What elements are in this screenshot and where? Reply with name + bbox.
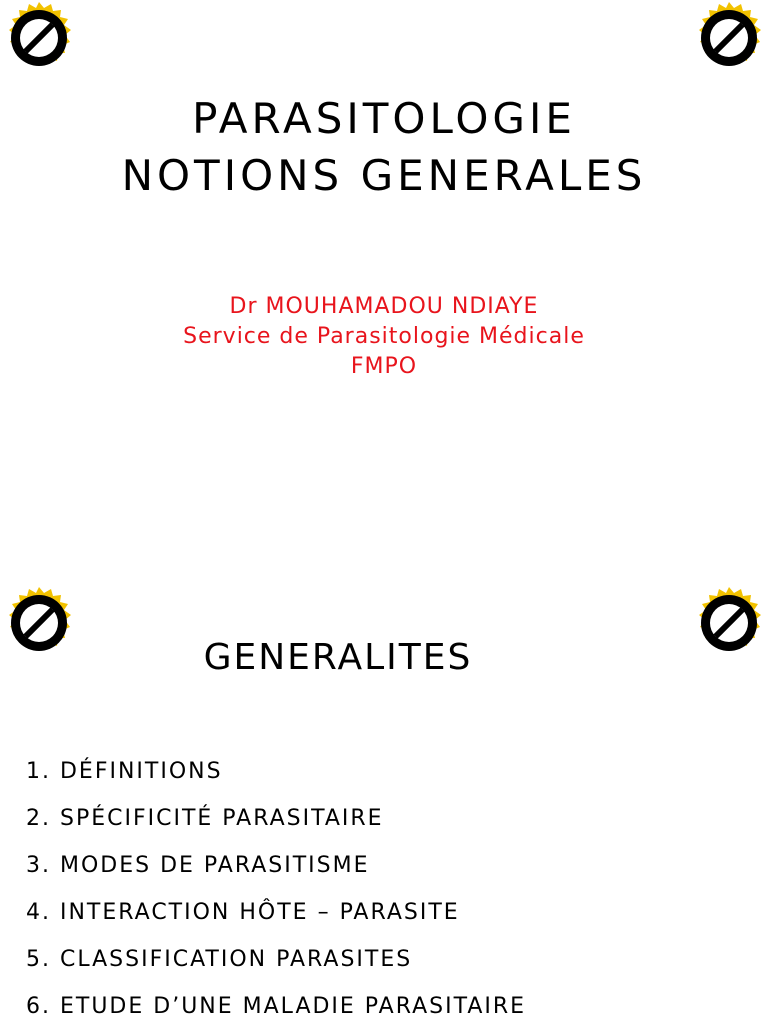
- toc-item: 3. MODES DE PARASITISME: [26, 853, 370, 878]
- toc-item: 6. ETUDE D’UNE MALADIE PARASITAIRE: [26, 994, 527, 1019]
- pdf-xchange-seal-icon[interactable]: [690, 0, 768, 78]
- author-department: Service de Parasitologie Médicale: [183, 324, 585, 349]
- author-name: Dr MOUHAMADOU NDIAYE: [229, 294, 539, 319]
- toc-item: 1. DÉFINITIONS: [26, 759, 223, 784]
- slide-title: [0, 0, 768, 512]
- toc-item: 2. SPÉCIFICITÉ PARASITAIRE: [26, 806, 384, 831]
- page-title: [0, 90, 768, 204]
- toc-item: 5. CLASSIFICATION PARASITES: [26, 947, 413, 972]
- toc-item: 4. INTERACTION HÔTE – PARASITE: [26, 900, 460, 925]
- author-institution: FMPO: [350, 354, 418, 379]
- pdf-xchange-seal-icon[interactable]: [690, 585, 768, 663]
- slide-outline: [0, 512, 768, 1024]
- table-of-contents: [26, 752, 526, 1034]
- author-block: [0, 292, 768, 382]
- pdf-xchange-seal-icon[interactable]: [0, 0, 78, 78]
- title-line: NOTIONS GENERALES: [121, 151, 647, 200]
- title-line: PARASITOLOGIE: [192, 94, 576, 143]
- section-title: GENERALITES: [203, 637, 473, 678]
